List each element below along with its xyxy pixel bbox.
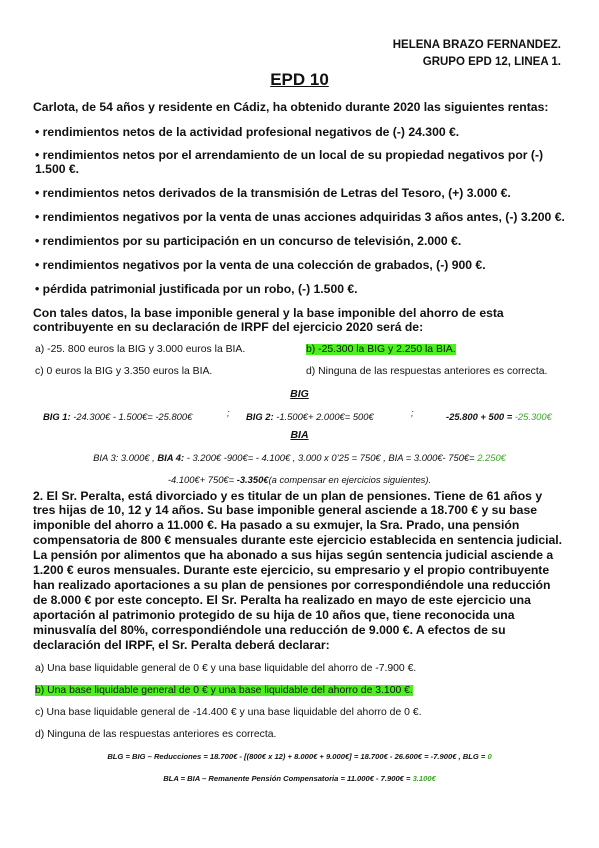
big2-label: BIG 2: [246,411,277,422]
bia3-text: BIA 3: 3.000€ , [93,452,158,463]
bullet-symbol: • [35,234,40,248]
bla-expression: BLA = BIA – Remanente Pensión Compensatoria = 11.000€ - 7.900€ = [163,774,413,783]
bia-result: 2.250€ [477,452,506,463]
q1-option-c: c) 0 euros la BIG y 3.350 euros la BIA. [35,366,213,377]
q1-option-d: d) Ninguna de las respuestas anteriores es correcta. [306,366,548,377]
q1-bullet-5 [35,234,461,248]
q2-line-4: compensatoria de 800 € mensuales durante este ejercicio establecida en sentencia judicial. [33,533,563,547]
big-total-expression: -25.800 + 500 = [446,411,515,422]
q2-line-9: aportación al patrimonio protegido de su hija de 10 años que, tiene reconocida una [33,608,515,622]
bullet-symbol: • [35,186,40,200]
q1-bullet-4 [35,210,565,224]
q2-line-7: han realizado aportaciones a su plan de pensiones por correspondiéndole una reducción [33,578,551,592]
big-result: -25.300€ [514,411,552,422]
q2-option-c: c) Una base liquidable general de -14.400 € y una base liquidable del ahorro de 0 €. [35,707,422,718]
q1-question-line-2: contribuyente en su declaración de IRPF del ejercicio 2020 será de: [33,320,424,334]
q2-option-b-selected: b) Una base liquidable general de 0 € y una base liquidable del ahorro de 3.100 €. [35,685,413,696]
group-line: GRUPO EPD 12, LINEA 1. [422,56,561,68]
bullet-text: rendimientos netos de la actividad profesional negativos de (-) 24.300 €. [42,125,460,139]
big-calc-total [446,407,552,425]
q1-bullet-3 [35,186,511,200]
q2-line-11: declaración del IRPF, el Sr. Peralta deberá declarar: [33,638,330,652]
big1-value: -24.300€ - 1.500€= -25.800€ [73,411,193,422]
big-heading: BIG [290,388,309,400]
bullet-symbol: • [35,210,40,224]
q2-line-6: 1.200 € euros mensuales. Durante este ejercicio, su empresario y el propio contribuyente [33,563,550,577]
bla-result: 3.100€ [412,774,436,783]
blg-expression: BLG = BIG – Reducciones = 18.700€ - [(800€ x 12) + 8.000€ + 9.000€] = 18.700€ - 26.600€ = -7.900€ , BLG = [107,752,488,761]
bullet-symbol: • [35,148,40,162]
bia-calc2-bold: -3.350€ [236,474,269,485]
bullet-text: rendimientos por su participación en un concurso de televisión, 2.000 €. [42,234,462,248]
bullet-text: pérdida patrimonial justificada por un robo, (-) 1.500 €. [42,282,358,296]
big-sep-2: ; [411,407,414,418]
big2-value: -1.500€+ 2.000€= 500€ [276,411,374,422]
q1-bullet-6 [35,258,486,272]
q2-line-1: 2. El Sr. Peralta, está divorciado y es titular de un plan de pensiones. Tiene de 61 años y [33,489,543,503]
q2-line-2: tres hijas de 10, 12 y 14 años. Su base imponible general asciende a 18.700 € y su base [33,503,538,517]
bullet-symbol: • [35,282,40,296]
q1-option-a: a) -25. 800 euros la BIG y 3.000 euros la BIA. [35,344,246,355]
big-calc-1 [43,407,192,425]
q1-bullet-1 [35,125,459,139]
q1-bullet-7 [35,282,358,296]
q1-bullet-2-cont: 1.500 €. [35,162,80,176]
q2-line-10: minusvalía del 80%, correspondiéndole una reducción de 9.000 €. A efectos de su [33,623,506,637]
q2-line-5: La pensión por alimentos que ha abonado a sus hijas según sentencia judicial asciende a [33,548,554,562]
q2-option-d: d) Ninguna de las respuestas anteriores es correcta. [35,729,277,740]
page-title: EPD 10 [270,70,329,89]
q1-intro: Carlota, de 54 años y residente en Cádiz, ha obtenido durante 2020 las siguientes rentas: [33,100,549,114]
bla-calc [0,774,599,783]
bullet-text: rendimientos negativos por la venta de una colección de grabados, (-) 900 €. [42,258,486,272]
bullet-text: rendimientos negativos por la venta de unas acciones adquiridas 3 años antes, (-) 3.200 €. [42,210,565,224]
big-calc-2 [246,407,374,425]
q2-line-8: de 8.000 € por este concepto. El Sr. Peralta ha realizado en mayo de este ejercicio una [33,593,531,607]
bia-calc-2 [0,470,599,488]
q1-question-line-1: Con tales datos, la base imponible general y la base imponible del ahorro de esta [33,306,504,320]
bia-calc-1 [0,448,599,466]
q2-option-a: a) Una base liquidable general de 0 € y una base liquidable del ahorro de -7.900 €. [35,663,417,674]
bia-calc2-note: (a compensar en ejercicios siguientes). [268,474,432,485]
author-name: HELENA BRAZO FERNANDEZ. [392,39,561,51]
q1-option-b-selected: b) -25.300 la BIG y 2.250 la BIA. [306,344,456,355]
bia-heading: BIA [290,429,309,441]
bia4-label: BIA 4: [157,452,187,463]
bullet-text: rendimientos netos por el arrendamiento de un local de su propiedad negativos por (-) [42,148,544,162]
blg-calc [0,752,599,761]
bullet-symbol: • [35,125,40,139]
blg-result: 0 [487,752,492,761]
bullet-text: rendimientos netos derivados de la transmisión de Letras del Tesoro, (+) 3.000 €. [42,186,511,200]
big-sep-1: ; [227,407,230,418]
bia-calc2-text: -4.100€+ 750€= [167,474,237,485]
bullet-symbol: • [35,258,40,272]
q2-line-3: imponible del ahorro a 11.000 €. Ha pasado a su exmujer, la Sra. Prado, una pensión [33,518,520,532]
big1-label: BIG 1: [43,411,74,422]
q1-bullet-2 [35,148,543,162]
bia4-value: - 3.200€ -900€= - 4.100€ , 3.000 x 0’25 = 750€ , BIA = 3.000€- 750€= [186,452,478,463]
